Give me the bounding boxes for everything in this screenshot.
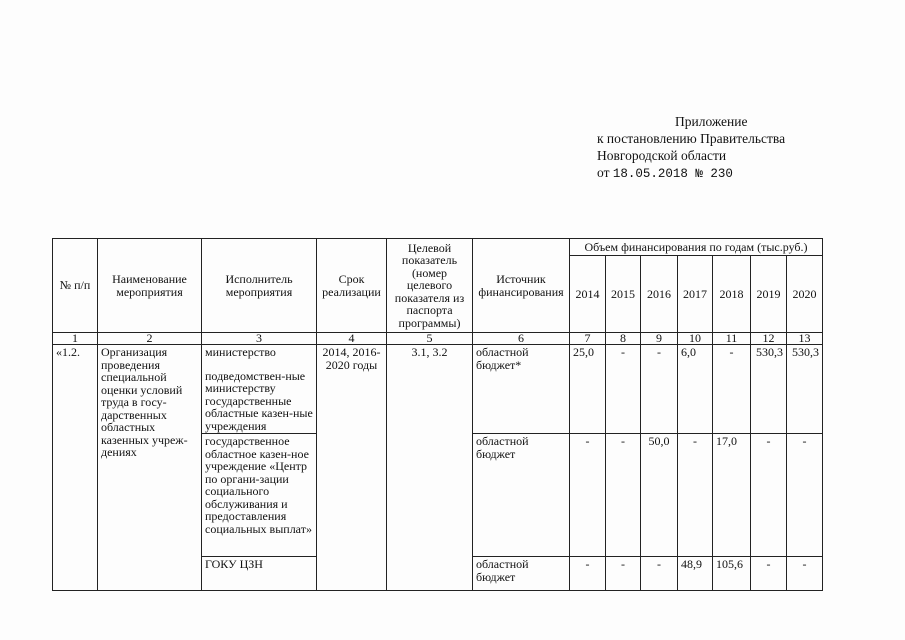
header-num: № п/п xyxy=(53,239,98,333)
value-2015: - xyxy=(606,434,641,557)
header-year: 2015 xyxy=(606,256,641,333)
executor-cell: ГОКУ ЦЗН xyxy=(202,557,317,591)
value-2019: - xyxy=(751,557,787,591)
value-2019: - xyxy=(751,434,787,557)
column-number: 5 xyxy=(387,333,473,345)
column-number: 11 xyxy=(713,333,751,345)
column-number: 3 xyxy=(202,333,317,345)
header-year: 2020 xyxy=(787,256,823,333)
executor-subordinate: подведомствен-ные министерству государственные областные казен-ные учреждения xyxy=(205,368,313,433)
target-cell: 3.1, 3.2 xyxy=(387,345,473,591)
value-2014: - xyxy=(570,557,606,591)
value-2016: - xyxy=(641,557,678,591)
header-year: 2019 xyxy=(751,256,787,333)
column-number: 10 xyxy=(678,333,713,345)
header-target: Целевой показатель (номер целевого показателя из паспорта программы) xyxy=(387,239,473,333)
date-prefix: от xyxy=(597,165,610,180)
date-number: 18.05.2018 № 230 xyxy=(612,167,733,181)
column-number: 7 xyxy=(570,333,606,345)
value-2019: 530,3 xyxy=(751,345,787,434)
column-number: 2 xyxy=(98,333,202,345)
header-name: Наименование мероприятия xyxy=(98,239,202,333)
term-cell: 2014, 2016-2020 годы xyxy=(317,345,387,591)
header-date-line xyxy=(597,164,785,183)
funding-table xyxy=(52,238,823,591)
header-term: Срок реализации xyxy=(317,239,387,333)
value-2018: 105,6 xyxy=(713,557,751,591)
header-funding: Объем финансирования по годам (тыс.руб.) xyxy=(570,239,823,256)
document-header xyxy=(597,113,785,183)
header-year: 2016 xyxy=(641,256,678,333)
table-row xyxy=(53,345,823,434)
value-2018: 17,0 xyxy=(713,434,751,557)
value-2020: - xyxy=(787,557,823,591)
header-executor: Исполнитель мероприятия xyxy=(202,239,317,333)
value-2020: 530,3 xyxy=(787,345,823,434)
column-number: 1 xyxy=(53,333,98,345)
source-cell: областной бюджет xyxy=(473,557,570,591)
header-year: 2017 xyxy=(678,256,713,333)
column-number: 4 xyxy=(317,333,387,345)
header-year: 2014 xyxy=(570,256,606,333)
header-year: 2018 xyxy=(713,256,751,333)
value-2016: 50,0 xyxy=(641,434,678,557)
value-2014: 25,0 xyxy=(570,345,606,434)
source-cell: областной бюджет* xyxy=(473,345,570,434)
header-line-2: Новгородской области xyxy=(597,148,727,163)
column-number: 8 xyxy=(606,333,641,345)
column-number: 12 xyxy=(751,333,787,345)
value-2014: - xyxy=(570,434,606,557)
value-2016: - xyxy=(641,345,678,434)
value-2018: - xyxy=(713,345,751,434)
executor-cell xyxy=(202,345,317,434)
executor-ministry: министерство xyxy=(205,345,276,359)
header-source: Источник финансирования xyxy=(473,239,570,333)
appendix-title: Приложение xyxy=(675,114,748,129)
column-number: 6 xyxy=(473,333,570,345)
value-2015: - xyxy=(606,345,641,434)
column-number: 13 xyxy=(787,333,823,345)
source-cell: областной бюджет xyxy=(473,434,570,557)
header-line-1: к постановлению Правительства xyxy=(597,131,786,146)
value-2015: - xyxy=(606,557,641,591)
executor-cell: государственное областное казен-ное учреждение «Центр по органи-зации социального обслуживания и предоставления социальных выплат» xyxy=(202,434,317,557)
value-2017: - xyxy=(678,434,713,557)
value-2020: - xyxy=(787,434,823,557)
value-2017: 48,9 xyxy=(678,557,713,591)
value-2017: 6,0 xyxy=(678,345,713,434)
row-number: «1.2. xyxy=(53,345,98,591)
activity-name: Организация проведения специальной оценки условий труда в госу-дарственных областных казенных учреж-дениях xyxy=(98,345,202,591)
column-number: 9 xyxy=(641,333,678,345)
